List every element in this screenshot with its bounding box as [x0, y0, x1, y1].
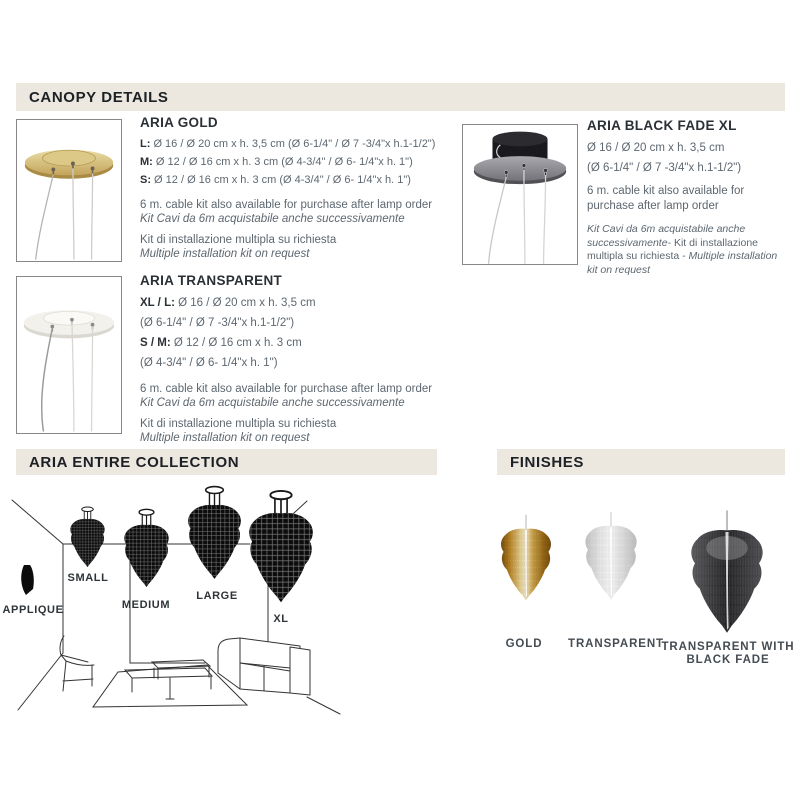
aria-gold-spec-l: L: Ø 16 / Ø 20 cm x h. 3,5 cm (Ø 6-1/4" / Ø 7 -3/4"x h.1-1/2"): [140, 138, 436, 150]
aria-gold-spec-m: M: Ø 12 / Ø 16 cm x h. 3 cm (Ø 4-3/4" / Ø 6- 1/4"x h. 1"): [140, 156, 413, 168]
finishes-heading: FINISHES: [510, 453, 584, 471]
black-fade-finish-lamp-image: [684, 508, 770, 636]
large-lamp-silhouette: [188, 487, 241, 579]
label-finish-transparent: TRANSPARENT: [568, 638, 664, 650]
aria-gold-title: ARIA GOLD: [140, 115, 218, 130]
small-lamp-silhouette: [70, 507, 104, 567]
finishes-header: [497, 449, 785, 475]
aria-transparent-spec-s-m-inches: (Ø 4-3/4" / Ø 6- 1/4"x h. 1"): [140, 357, 278, 369]
canopy-details-header: [16, 83, 785, 111]
aria-gold-spec-s: S: Ø 12 / Ø 16 cm x h. 3 cm (Ø 4-3/4" / Ø 6- 1/4"x h. 1"): [140, 174, 411, 186]
collection-header: [16, 449, 437, 475]
aria-black-fade-cable-note: 6 m. cable kit also available for purchase after lamp order: [587, 185, 745, 212]
aria-transparent-spec-xl-l-inches: (Ø 6-1/4" / Ø 7 -3/4"x h.1-1/2"): [140, 317, 295, 329]
aria-transparent-spec-xl-l: XL / L: Ø 16 / Ø 20 cm x h. 3,5 cm: [140, 297, 316, 309]
label-applique: APPLIQUE: [2, 604, 64, 616]
label-finish-black-fade: TRANSPARENT WITH BLACK FADE: [661, 641, 795, 666]
label-large: LARGE: [196, 590, 238, 602]
room-illustration: [8, 483, 438, 728]
aria-black-fade-kit-note: Kit Cavi da 6m acquistabile anche successivamente- Kit di installazione multipla su richiesta - Multiple installation kit on request: [587, 223, 778, 276]
aria-black-fade-spec-2: (Ø 6-1/4" / Ø 7 -3/4"x h.1-1/2"): [587, 162, 742, 174]
aria-black-fade-details: [587, 116, 789, 277]
label-medium: MEDIUM: [121, 599, 171, 611]
aria-transparent-details: [140, 271, 470, 445]
gold-finish-lamp-image: [498, 512, 554, 604]
aria-black-fade-canopy-image: [462, 124, 578, 265]
gold-canopy-illustration: [17, 120, 121, 261]
label-small: SMALL: [67, 572, 109, 584]
aria-transparent-canopy-image: [16, 276, 122, 434]
transparent-finish-lamp-image: [581, 510, 641, 602]
aria-gold-cable-note: 6 m. cable kit also available for purchase after lamp order Kit Cavi da 6m acquistabile anche successivamente: [140, 199, 433, 225]
sofa-outline: [218, 638, 310, 695]
aria-transparent-cable-note: 6 m. cable kit also available for purchase after lamp order Kit Cavi da 6m acquistabile anche successivamente: [140, 383, 433, 409]
label-xl: XL: [273, 613, 289, 625]
canopy-details-heading: CANOPY DETAILS: [29, 88, 169, 106]
aria-transparent-spec-s-m: S / M: Ø 12 / Ø 16 cm x h. 3 cm: [140, 337, 302, 349]
label-finish-gold: GOLD: [505, 638, 543, 650]
aria-transparent-kit-note: Kit di installazione multipla su richiesta Multiple installation kit on request: [140, 418, 337, 444]
medium-lamp-silhouette: [124, 509, 168, 587]
aria-black-fade-title: ARIA BLACK FADE XL: [587, 118, 737, 133]
aria-gold-canopy-image: [16, 119, 122, 262]
aria-gold-details: [140, 113, 480, 261]
aria-transparent-title: ARIA TRANSPARENT: [140, 273, 283, 288]
aria-black-fade-spec-1: Ø 16 / Ø 20 cm x h. 3,5 cm: [587, 142, 725, 154]
applique-lamp-silhouette: [21, 565, 34, 595]
black-fade-canopy-illustration: [463, 125, 577, 264]
xl-lamp-silhouette: [249, 491, 313, 602]
transparent-canopy-illustration: [17, 277, 121, 433]
collection-heading: ARIA ENTIRE COLLECTION: [29, 453, 240, 471]
aria-gold-kit-note: Kit di installazione multipla su richiesta Multiple installation kit on request: [140, 234, 337, 260]
